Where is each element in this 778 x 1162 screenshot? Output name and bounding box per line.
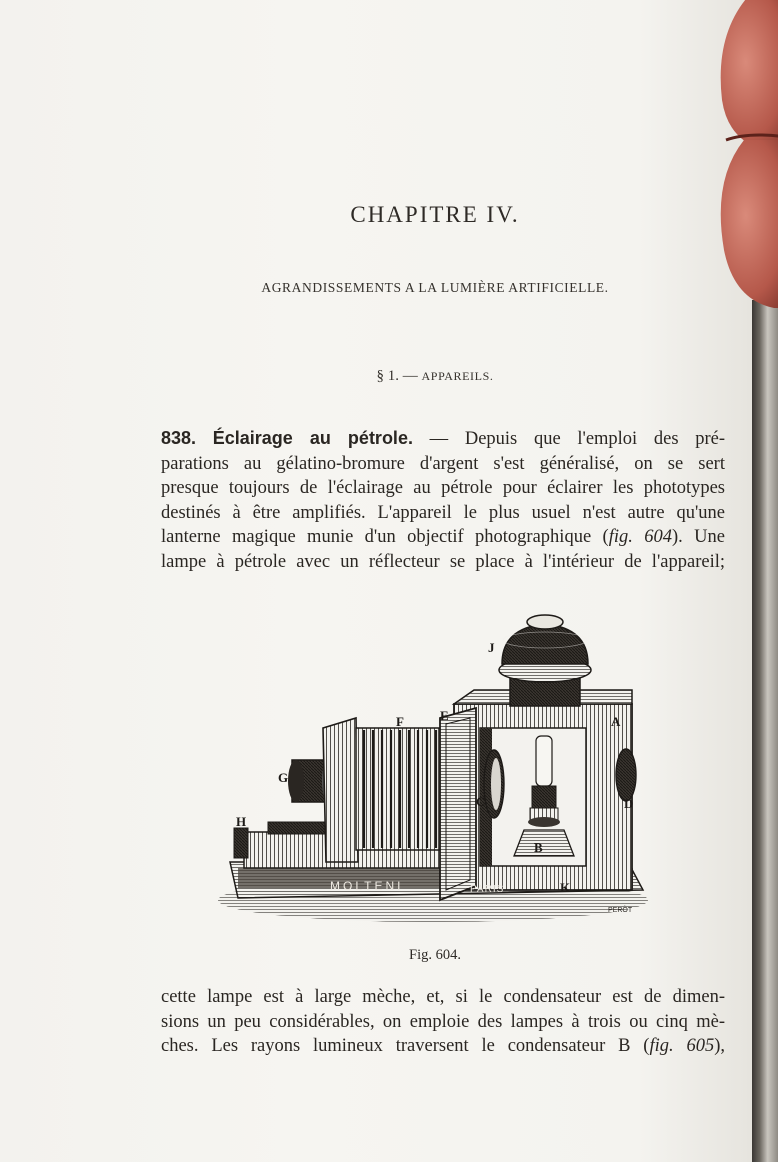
label-D: D [624, 796, 634, 811]
thumb-holding-page [714, 0, 778, 310]
figure-caption: Fig. 604. [409, 947, 461, 963]
label-H: H [236, 814, 247, 829]
section-dash: — [402, 368, 418, 384]
front-standard [323, 718, 358, 862]
section-name: APPAREILS. [421, 369, 494, 383]
paragraph-continued [161, 985, 725, 1059]
figure-reference: fig. 605 [649, 1036, 715, 1056]
engraver-signature: PERÒT [608, 907, 633, 914]
line-text: lanterne magique munie d'un objectif photographique ( [161, 527, 609, 547]
open-door [440, 708, 476, 900]
label-G: G [278, 770, 289, 785]
label-E: E [440, 708, 449, 723]
label-F: F [396, 714, 404, 729]
lantern-chimney [499, 615, 591, 706]
paragraph-line [161, 1034, 725, 1059]
page-stack-edge [752, 300, 778, 1162]
magic-lantern-engraving [218, 600, 654, 935]
figure-604 [218, 600, 654, 935]
paragraph-line: parations au gélatino-bromure d'argent s'est généralisé, on se sert [161, 453, 725, 474]
chapter-title: CHAPITRE IV. [350, 202, 520, 227]
reflector [616, 749, 636, 801]
line-text: ches. Les rayons lumineux traversent le condensateur B ( [161, 1036, 650, 1056]
line-text: ). Une [672, 527, 725, 547]
label-B: B [534, 840, 543, 855]
label-K: K [560, 880, 571, 895]
label-C: C [476, 794, 486, 809]
maker-engraving: MOLTENI [330, 879, 404, 893]
line-text: ), [714, 1036, 726, 1056]
paragraph-line: destinés à être amplifiés. L'appareil le plus usuel n'est autre qu'une [161, 502, 725, 523]
paragraph-number: 838. [161, 428, 197, 448]
label-J: J [488, 640, 495, 655]
paragraph-line: sions un peu considérables, on emploie des lampes à trois ou cinq mè- [161, 1011, 725, 1032]
section-number: § 1. [376, 368, 400, 384]
paragraph-line: lampe à pétrole avec un réflecteur se place à l'intérieur de l'appareil; [161, 551, 725, 572]
paragraph-line: presque toujours de l'éclairage au pétrole pour éclairer les phototypes [161, 478, 725, 498]
label-A: A [611, 714, 621, 729]
paragraph-heading: Éclairage au pétrole. [212, 428, 413, 448]
chapter-subtitle: AGRANDISSEMENTS A LA LUMIÈRE ARTIFICIELLE. [261, 280, 609, 295]
paragraph-line: cette lampe est à large mèche, et, si le condensateur est de dimen- [161, 987, 725, 1007]
paragraph-line [161, 426, 725, 452]
place-engraving: PARIS [470, 884, 505, 895]
paragraph-text: — Depuis que l'emploi des pré- [429, 429, 726, 449]
figure-reference: fig. 604 [608, 527, 672, 547]
section-title [0, 368, 752, 385]
paragraph-838 [161, 426, 725, 574]
paragraph-line [161, 525, 725, 550]
